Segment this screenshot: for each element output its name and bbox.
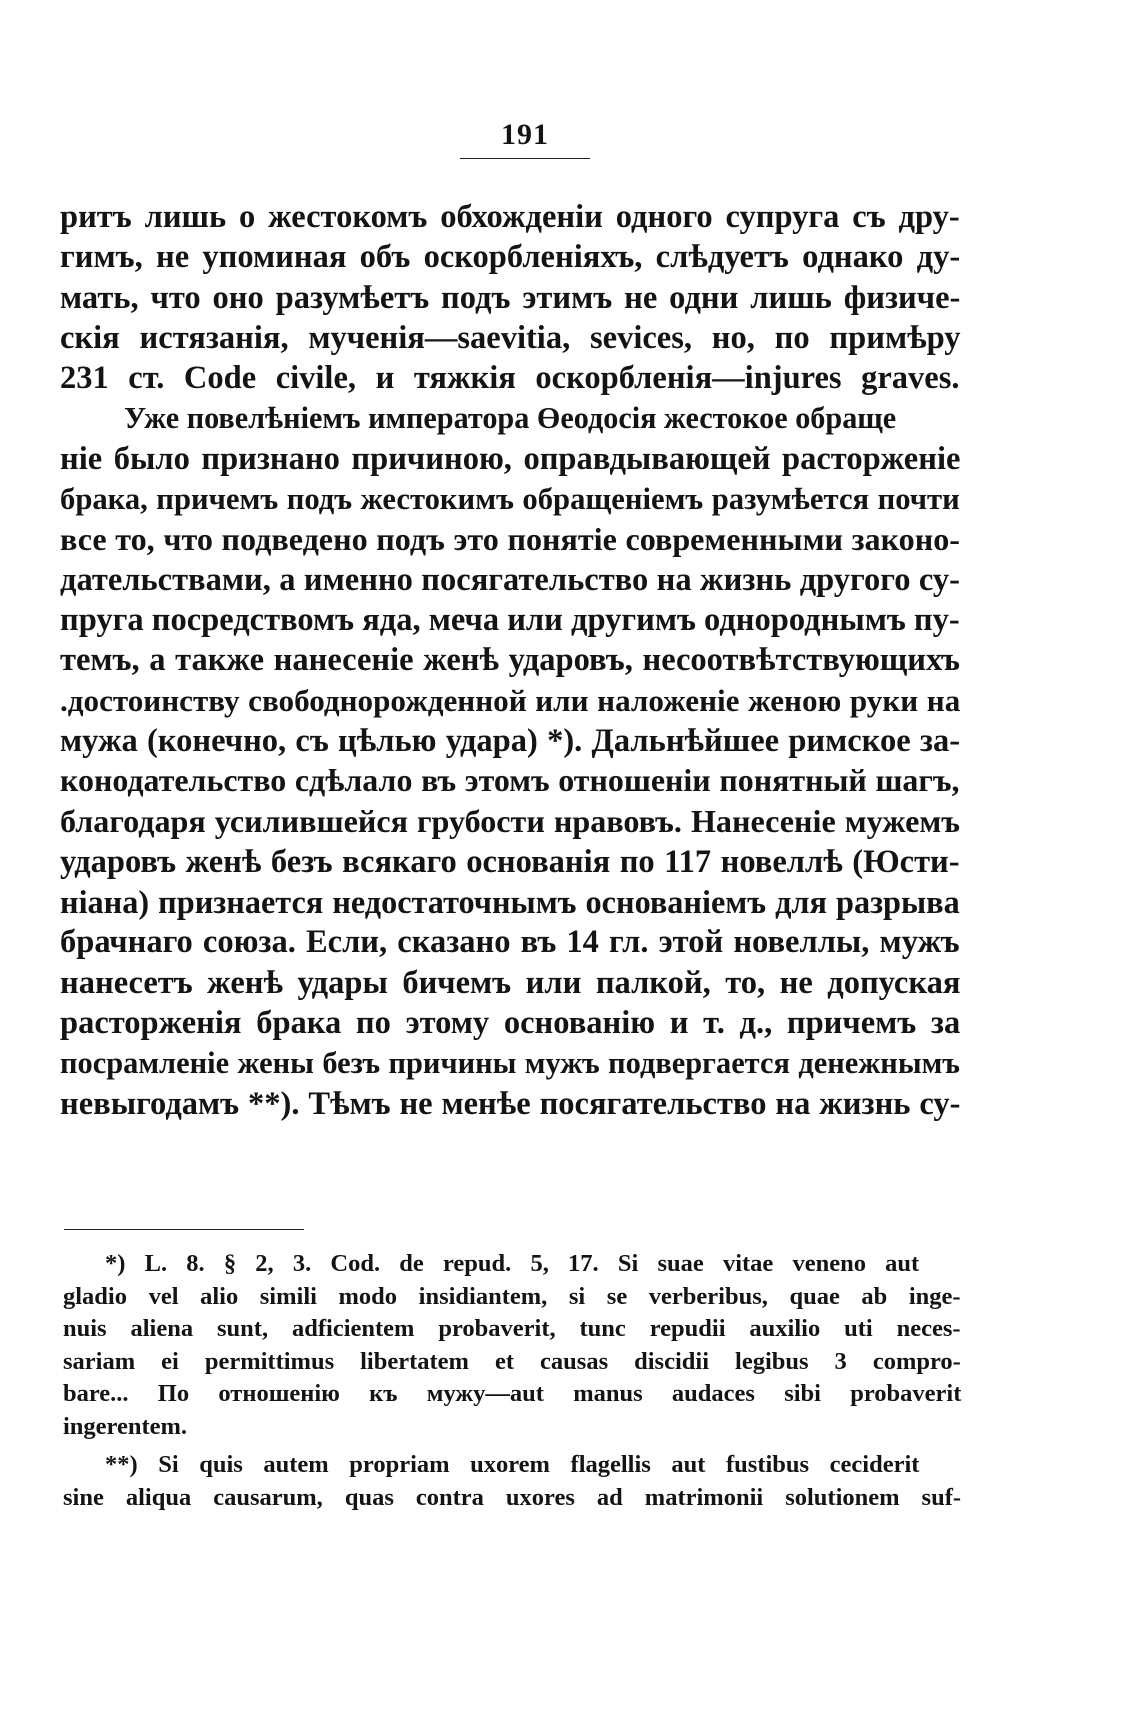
text-line: ніе было признано причиною, оправдывающей расторженіе <box>60 440 961 477</box>
main-text <box>60 197 960 1124</box>
footnote-line: **) Si quis autem propriam uxorem flagellis aut fustibus ceciderit <box>105 1451 920 1478</box>
paragraph-2 <box>60 398 960 1123</box>
footnote-line: bare... По отношенію къ мужу—aut manus audaces sibi probaverit <box>63 1380 962 1407</box>
text-line: расторженія брака по этому основанію и т. д., причемъ за <box>60 1004 961 1041</box>
text-line: мужа (конечно, съ цѣлью удара) *). Дальнѣйшее римское за- <box>60 722 961 759</box>
text-line: дательствами, а именно посягательство на жизнь другого су- <box>60 561 960 598</box>
footnote-line: ingerentem. <box>63 1412 188 1440</box>
text-line: мать, что оно разумѣетъ подъ этимъ не одни лишь физиче- <box>60 279 961 316</box>
text-line: ритъ лишь о жестокомъ обхожденіи одного супруга съ дру- <box>60 199 960 235</box>
footnote-line: sine aliqua causarum, quas contra uxores ad matrimonii solutionem suf- <box>63 1483 962 1511</box>
text-line: 231 ст. Code civile, и тяжкія оскорбленія—injures graves. <box>60 360 960 397</box>
text-line: пруга посредствомъ яда, меча или другимъ однороднымъ пу- <box>60 601 960 638</box>
text-line: брака, причемъ подъ жестокимъ обращеніемъ разумѣется почти <box>60 482 960 517</box>
text-line: невыгодамъ **). Тѣмъ не менѣе посягательство на жизнь су- <box>60 1085 961 1122</box>
text-line: гимъ, не упоминая объ оскорбленіяхъ, слѣдуетъ однако ду- <box>60 239 961 276</box>
footnote-1 <box>63 1248 961 1443</box>
footnote-line: gladio vel alio simili modo insidiantem, si se verberibus, quae ab inge- <box>63 1282 961 1310</box>
text-line: Уже повелѣніемъ императора Өеодосія жестокое обраще <box>124 401 897 436</box>
text-line: скія истязанія, мученія—saevitia, sevices, но, по примѣру <box>60 319 961 356</box>
text-line: посрамленіе жены безъ причины мужъ подвергается денежнымъ <box>60 1046 961 1081</box>
text-line: конодательство сдѣлало въ этомъ отношеніи понятный шагъ, <box>60 763 960 799</box>
text-line: темъ, а также нанесеніе женѣ ударовъ, несоотвѣтствующихъ <box>60 642 960 679</box>
text-line: ударовъ женѣ безъ всякаго основанія по 117 новеллѣ (Юсти- <box>60 843 960 880</box>
text-line: благодаря усилившейся грубости нравовъ. Нанесеніе мужемъ <box>60 803 960 840</box>
footnote-line: *) L. 8. § 2, 3. Cod. de repud. 5, 17. Si suae vitae veneno aut <box>105 1250 920 1277</box>
footnote-line: nuis aliena sunt, adficientem probaverit, tunc repudii auxilio uti neces- <box>63 1315 961 1342</box>
page-number: 191 <box>501 118 549 151</box>
footnote-rule <box>64 1229 304 1230</box>
header-rule <box>460 158 590 159</box>
text-line: ніана) признается недостаточнымъ основаніемъ для разрыва <box>60 884 960 921</box>
footnote-line: sariam ei permittimus libertatem et causas discidii legibus 3 compro- <box>63 1347 961 1375</box>
text-line: .достоинству свободнорожденной или наложеніе женою руки на <box>60 682 961 718</box>
text-line: все то, что подведено подъ это понятіе современными законо- <box>60 521 960 558</box>
text-line: нанесетъ женѣ удары бичемъ или палкой, то, не допуская <box>60 964 961 1001</box>
text-line: брачнаго союза. Если, сказано въ 14 гл. этой новеллы, мужъ <box>60 924 960 961</box>
paragraph-1 <box>60 197 960 398</box>
footnotes <box>63 1248 961 1514</box>
footnote-2 <box>63 1449 961 1514</box>
